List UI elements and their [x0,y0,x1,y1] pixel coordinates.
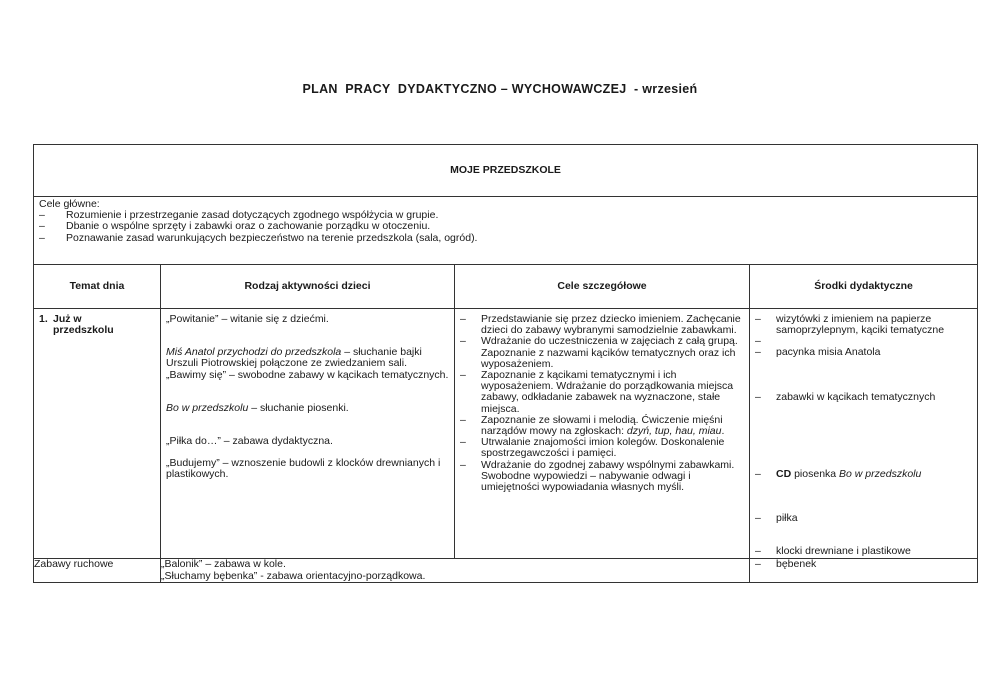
movement-item: „Balonik” – zabawa w kole. [161,558,286,571]
movement-material [750,559,978,582]
materials-list [755,314,973,359]
plan-table [33,144,978,583]
day-topic [34,309,161,559]
movement-label: Zabawy ruchowe [34,559,161,582]
activity-item: „Powitanie” – witanie się z dziećmi. [166,313,329,325]
objective-item: – Wdrażanie do zgodnej zabawy wspólnymi zabawkami. Swobodne wypowiedzi – nabywanie odwagi i umiejętności wypowiadania własnych myśli. [460,460,745,494]
goals-row [34,197,978,265]
material-item: – zabawki w kącikach tematycznych [755,392,973,403]
activity-item: Miś Anatol przychodzi do przedszkola – słuchanie bajki Urszuli Piotrowskiej połączone ze zwiedzaniem sali. [166,346,422,370]
objective-item: – Przedstawianie się przez dziecko imieniem. Zachęcanie dzieci do zabawy wybranymi samodzielnie zabawkami. [460,314,745,336]
objective-item: – Utrwalanie znajomości imion kolegów. Doskonalenie spostrzegawczości i pamięci. [460,437,745,459]
movement-row [34,559,978,582]
materials-cell [750,309,978,559]
goal-item: – Poznawanie zasad warunkujących bezpieczeństwo na terenie przedszkola (sala, ogród). [39,233,972,244]
topic-line1: Już w [53,313,82,325]
goals-heading: Cele główne: [39,198,100,210]
movement-item: „Słuchamy bębenka” - zabawa orientacyjno-porządkowa. [161,569,426,582]
objectives-list [460,314,745,493]
activities-cell [161,309,455,559]
goal-item: – Rozumienie i przestrzeganie zasad dotyczących zgodnego współżycia w grupie. [39,210,972,221]
section-title: MOJE PRZEDSZKOLE [34,145,978,197]
main-goals [34,197,978,265]
topic-line2: przedszkolu [53,324,114,337]
material-item: – pacynka misia Anatola [755,347,973,358]
objective-item: – Zapoznanie ze słowami i melodią. Ćwiczenie mięśni narządów mowy na zgłoskach: dzyń, tup, hau, miau. [460,415,745,437]
material-item: – wizytówki z imieniem na papierze samoprzylepnym, kąciki tematyczne [755,314,973,336]
day-row [34,309,978,559]
activity-item: „Bawimy się” – swobodne zabawy w kącikach tematycznych. [166,368,449,381]
column-header: Temat dnia [34,265,161,309]
material-item: – klocki drewniane i plastikowe [755,546,973,557]
material-item: – bębenek [755,558,817,571]
header-row [34,265,978,309]
section-row [34,145,978,197]
goal-item: – Dbanie o wspólne sprzęty i zabawki oraz o zachowanie porządku w otoczeniu. [39,221,972,232]
activity-item: „Budujemy” – wznoszenie budowli z klocków drewnianych i plastikowych. [166,457,441,481]
column-header: Cele szczegółowe [455,265,750,309]
activity-item: Bo w przedszkolu – słuchanie piosenki. [166,401,349,414]
objectives-cell [455,309,750,559]
movement-activities [161,559,750,582]
objective-item: – Wdrażanie do uczestniczenia w zajęciach z całą grupą. Zapoznanie z nazwami kącików tematycznych oraz ich wyposażeniem. [460,336,745,370]
column-header: Rodzaj aktywności dzieci [161,265,455,309]
material-item: – piłka [755,513,973,524]
column-header: Środki dydaktyczne [750,265,978,309]
activity-item: „Piłka do…” – zabawa dydaktyczna. [166,435,333,448]
topic-number: 1. [39,313,48,325]
objective-item: – Zapoznanie z kącikami tematycznymi i ich wyposażeniem. Wdrażanie do porządkowania miejsca zabawy, odkładanie zabawek na wyznaczone, stałe miejsca. [460,370,745,415]
material-item: – CD piosenka Bo w przedszkolu [755,469,973,480]
document-title: PLAN PRACY DYDAKTYCZNO – WYCHOWAWCZEJ - wrzesień [302,82,698,96]
goals-list [39,210,972,244]
